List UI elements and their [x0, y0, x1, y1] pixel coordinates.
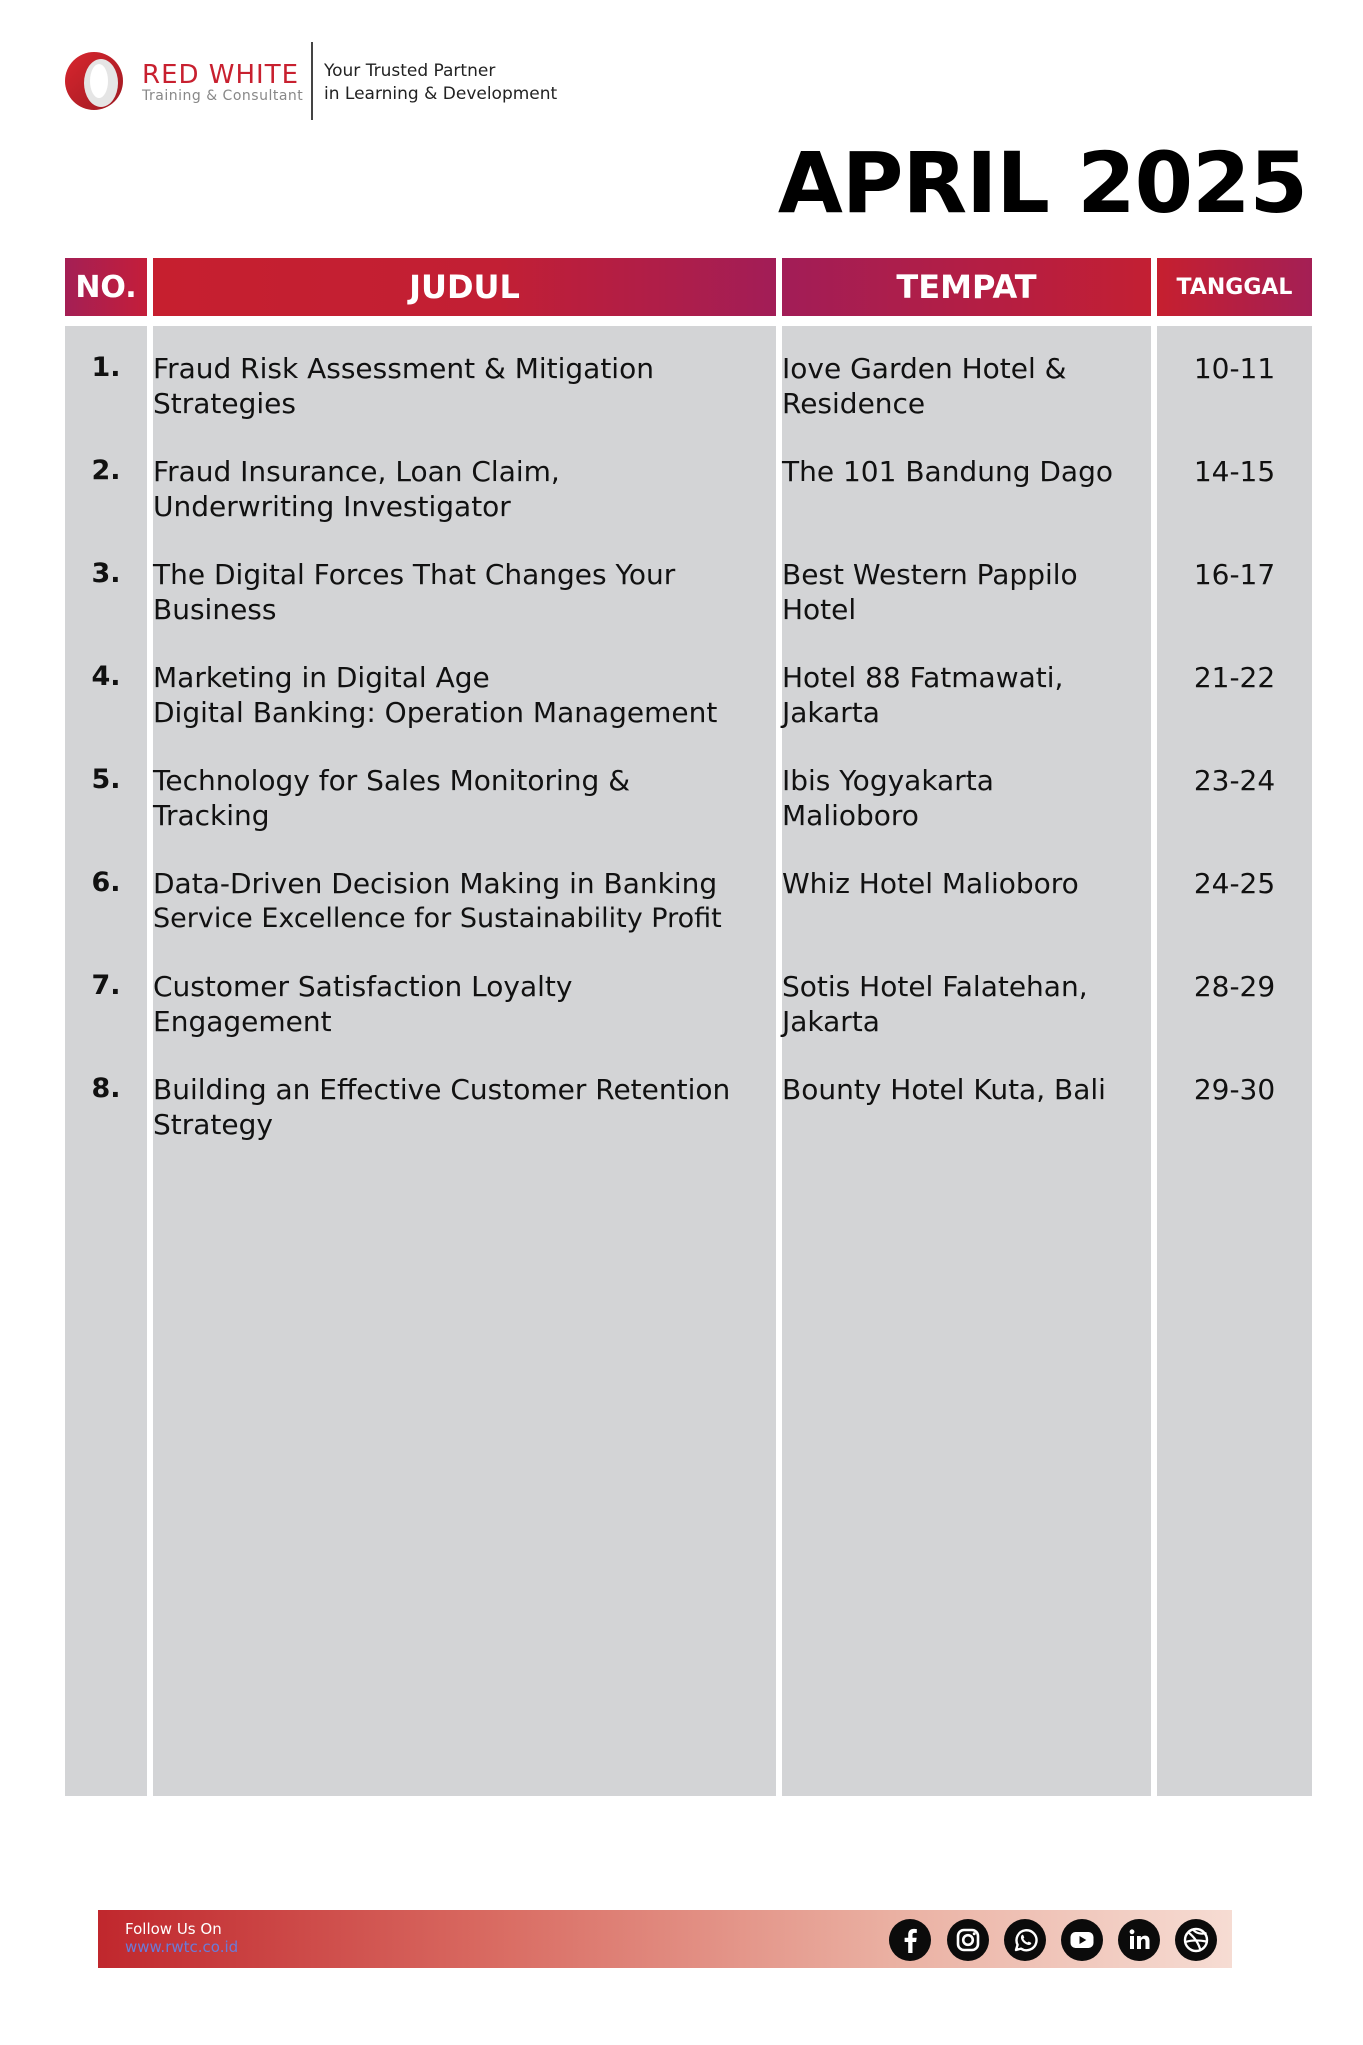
row-venue	[782, 969, 1148, 1039]
row-title	[153, 1072, 773, 1142]
brand-name: RED WHITE	[142, 60, 300, 90]
row-title	[153, 351, 773, 421]
table-row	[0, 660, 1363, 760]
row-title-line: Tracking	[153, 799, 270, 832]
row-number: 4.	[91, 661, 121, 692]
row-venue-line: The 101 Bandung Dago	[782, 455, 1113, 488]
row-title	[153, 866, 773, 936]
row-number: 7.	[91, 970, 121, 1001]
row-venue	[782, 351, 1148, 421]
row-title-line: Data-Driven Decision Making in Banking	[153, 867, 718, 900]
row-title-line: Fraud Risk Assessment & Mitigation	[153, 352, 654, 385]
brand-logo	[63, 50, 125, 112]
follow-label: Follow Us On	[125, 1920, 222, 1938]
row-title-line: Strategies	[153, 387, 296, 420]
whatsapp-icon[interactable]	[1003, 1918, 1047, 1962]
row-date: 21-22	[1193, 661, 1276, 694]
row-title-line: The Digital Forces That Changes Your	[153, 558, 676, 591]
table-row	[0, 351, 1363, 451]
row-venue-line: Hotel	[782, 593, 857, 626]
row-number: 8.	[91, 1073, 121, 1104]
row-title-line: Service Excellence for Sustainability Profit	[153, 903, 722, 934]
table-row	[0, 763, 1363, 863]
instagram-icon[interactable]	[946, 1918, 990, 1962]
row-number: 5.	[91, 764, 121, 795]
row-venue-line: Sotis Hotel Falatehan,	[782, 970, 1088, 1003]
row-date: 29-30	[1193, 1073, 1276, 1106]
row-venue-line: Best Western Pappilo	[782, 558, 1078, 591]
row-venue	[782, 1072, 1148, 1107]
tagline-line-1: Your Trusted Partner	[324, 61, 496, 81]
row-title	[153, 763, 773, 833]
row-number: 3.	[91, 558, 121, 589]
row-title	[153, 660, 773, 730]
row-title-line: Marketing in Digital Age	[153, 661, 490, 694]
row-date: 28-29	[1193, 970, 1276, 1003]
row-title-line: Fraud Insurance, Loan Claim,	[153, 455, 560, 488]
row-date: 16-17	[1193, 558, 1276, 591]
row-title	[153, 969, 773, 1039]
row-venue	[782, 557, 1148, 627]
row-number: 1.	[91, 352, 121, 383]
row-date: 24-25	[1193, 867, 1276, 900]
row-venue-line: Ibis Yogyakarta	[782, 764, 994, 797]
row-venue-line: Whiz Hotel Malioboro	[782, 867, 1079, 900]
table-row	[0, 1072, 1363, 1172]
row-venue	[782, 763, 1148, 833]
row-venue-line: Jakarta	[782, 696, 880, 729]
youtube-icon[interactable]	[1060, 1918, 1104, 1962]
row-venue-line: Bounty Hotel Kuta, Bali	[782, 1073, 1106, 1106]
row-venue-line: Jakarta	[782, 1005, 880, 1038]
page-title: APRIL 2025	[777, 134, 1307, 232]
linkedin-icon[interactable]	[1117, 1918, 1161, 1962]
row-title	[153, 557, 773, 627]
table-row	[0, 969, 1363, 1069]
header-judul: JUDUL	[153, 258, 776, 316]
header-no: NO.	[65, 258, 147, 316]
row-venue-line: Hotel 88 Fatmawati,	[782, 661, 1064, 694]
row-title	[153, 454, 773, 524]
row-title-line: Strategy	[153, 1108, 273, 1141]
row-title-line: Business	[153, 593, 277, 626]
header-tanggal: TANGGAL	[1157, 258, 1312, 316]
row-venue-line: Residence	[782, 387, 926, 420]
row-venue	[782, 660, 1148, 730]
row-number: 2.	[91, 455, 121, 486]
tagline-line-2: in Learning & Development	[324, 84, 558, 104]
row-venue-line: Malioboro	[782, 799, 919, 832]
row-venue	[782, 454, 1148, 489]
row-date: 14-15	[1193, 455, 1276, 488]
brand-divider	[311, 42, 313, 120]
header-tempat: TEMPAT	[782, 258, 1151, 316]
row-title-line: Technology for Sales Monitoring &	[153, 764, 631, 797]
table-row	[0, 866, 1363, 966]
facebook-icon[interactable]	[888, 1918, 932, 1962]
row-title-line: Underwriting Investigator	[153, 490, 511, 523]
row-venue	[782, 866, 1148, 901]
row-title-line: Digital Banking: Operation Management	[153, 696, 718, 729]
table-row	[0, 454, 1363, 554]
dribbble-icon[interactable]	[1174, 1918, 1218, 1962]
table-row	[0, 557, 1363, 657]
row-title-line: Building an Effective Customer Retention	[153, 1073, 731, 1106]
row-title-line: Engagement	[153, 1005, 332, 1038]
row-title-line: Customer Satisfaction Loyalty	[153, 970, 573, 1003]
brand-tagline	[324, 60, 557, 106]
website-link[interactable]: www.rwtc.co.id	[125, 1938, 239, 1956]
row-date: 10-11	[1193, 352, 1276, 385]
row-venue-line: Iove Garden Hotel &	[782, 352, 1067, 385]
row-number: 6.	[91, 867, 121, 898]
row-date: 23-24	[1193, 764, 1276, 797]
brand-subtitle: Training & Consultant	[142, 88, 304, 104]
